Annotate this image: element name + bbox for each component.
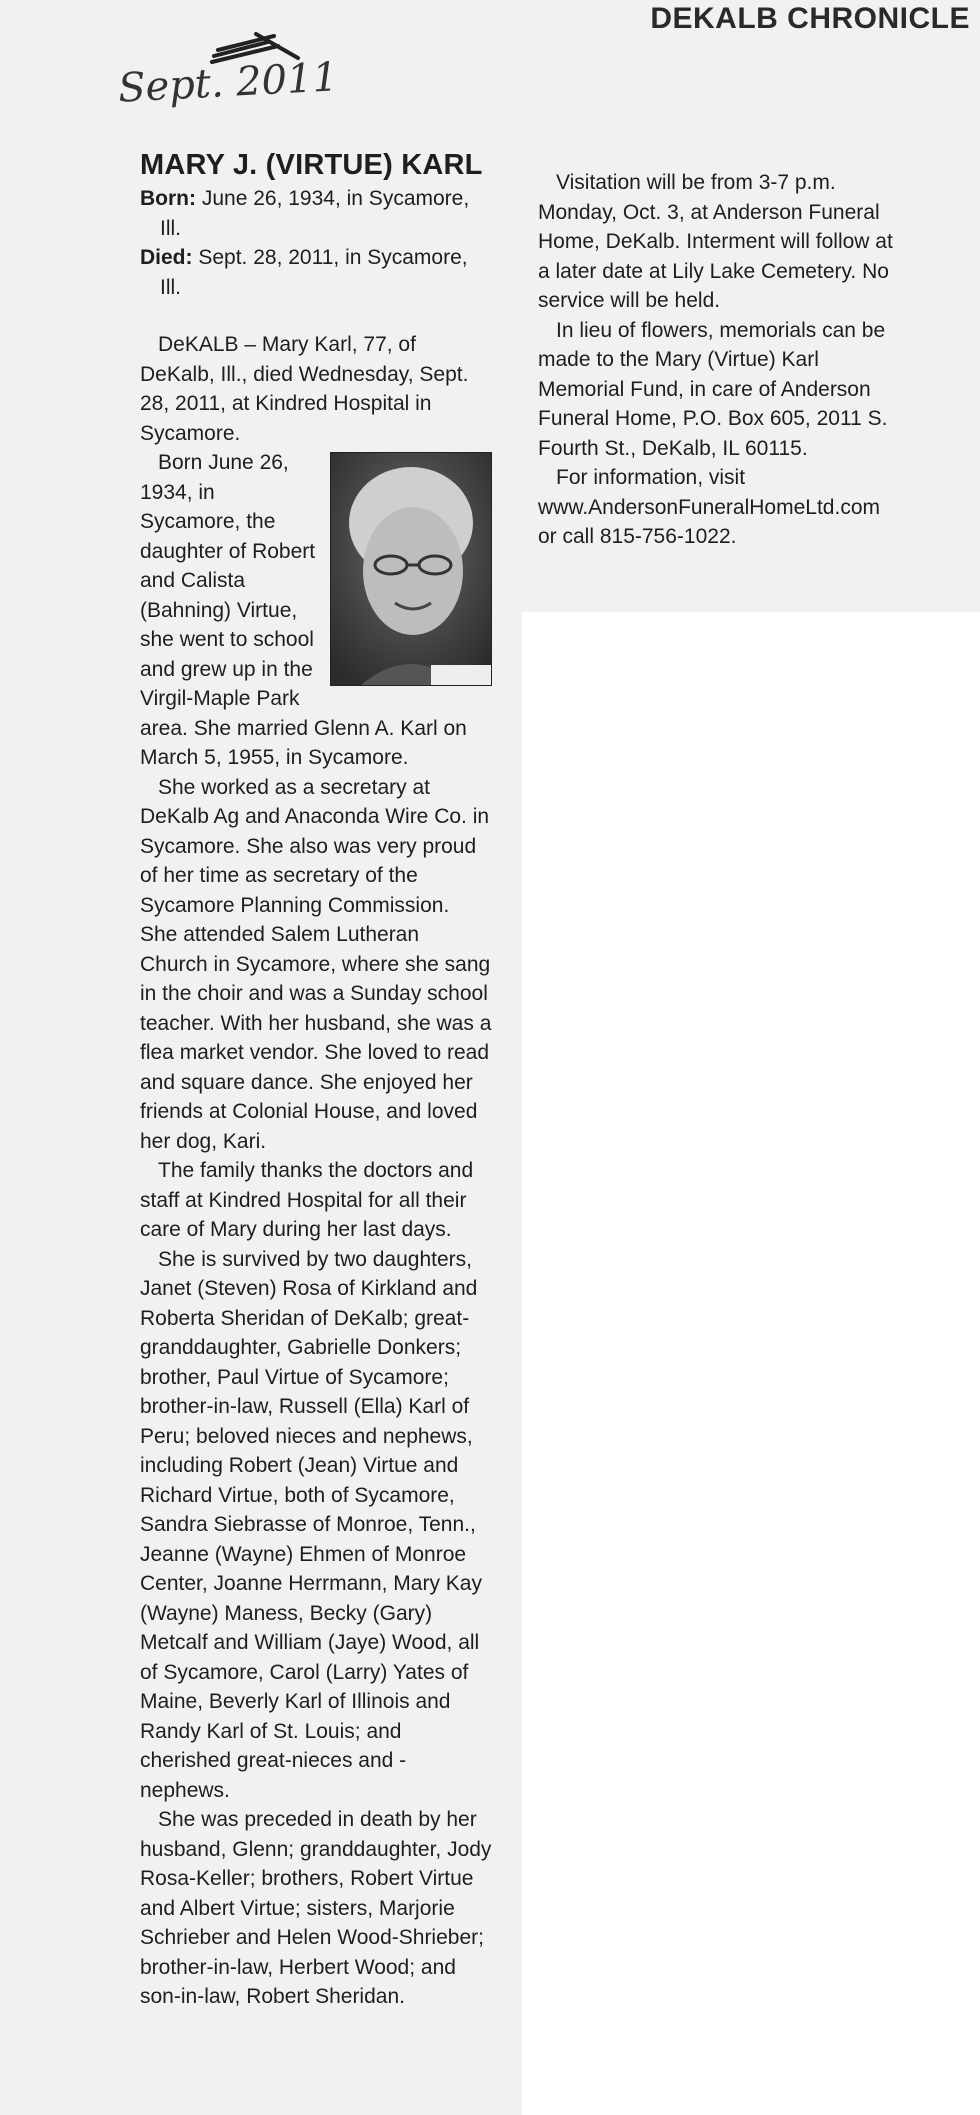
born-text: June 26, 1934, in Sycamore, Ill. <box>160 187 470 240</box>
portrait-image <box>331 453 491 685</box>
handwritten-date-note: Sept. 2011 <box>116 54 340 112</box>
obituary-paragraph: The family thanks the doctors and staff at Kindred Hospital for all their care of Mary during her last days. <box>140 1159 474 1241</box>
newspaper-masthead: DEKALB CHRONICLE <box>650 2 970 35</box>
obituary-left-column <box>140 148 492 2012</box>
born-label: Born: <box>140 187 196 210</box>
obituary-right-column <box>538 168 900 552</box>
contact-paragraph: For information, visit www.AndersonFuneralHomeLtd.com or call 815-756-1022. <box>538 466 880 548</box>
died-line <box>140 243 492 302</box>
born-line <box>140 184 492 243</box>
memorials-paragraph: In lieu of flowers, memorials can be made to the Mary (Virtue) Karl Memorial Fund, in care of Anderson Funeral Home, P.O. Box 605, 2011 S. Fourth St., DeKalb, IL 60115. <box>538 318 888 460</box>
obituary-paragraph: Born June 26, 1934, in Sycamore, the daughter of Robert and Calista (Bahning) Virtue, she went to school and grew up in the Virgil-Maple Park area. She married Glenn A. Karl on March 5, 1955, in Sycamore. <box>140 451 467 769</box>
obituary-paragraph: DeKALB – Mary Karl, 77, of DeKalb, Ill., died Wednesday, Sept. 28, 2011, at Kindred Hospital in Sycamore. <box>140 333 469 445</box>
died-text: Sept. 28, 2011, in Sycamore, Ill. <box>160 246 468 299</box>
died-label: Died: <box>140 246 193 269</box>
obituary-paragraph: She worked as a secretary at DeKalb Ag and Anaconda Wire Co. in Sycamore. She also was very proud of her time as secretary of the Sycamore Planning Commission. She attended Salem Lutheran Church in Sycamore, where she sang in the choir and was a Sunday school teacher. With her husband, she was a flea market vendor. She loved to read and square dance. She enjoyed her friends at Colonial House, and loved her dog, Kari. <box>140 775 492 1153</box>
obituary-paragraph: She is survived by two daughters, Janet (Steven) Rosa of Kirkland and Roberta Sheridan of DeKalb; great-granddaughter, Gabrielle Donkers; brother, Paul Virtue of Sycamore; brother-in-law, Russell (Ella) Karl of Peru; beloved nieces and nephews, including Robert (Jean) Virtue and Richard Virtue, both of Sycamore, Sandra Siebrasse of Monroe, Tenn., Jeanne (Wayne) Ehmen of Monroe Center, Joanne Herrmann, Mary Kay (Wayne) Maness, Becky (Gary) Metcalf and William (Jaye) Wood, all of Sycamore, Carol (Larry) Yates of Maine, Beverly Karl of Illinois and Randy Karl of St. Louis; and cherished great-nieces and -nephews. <box>140 1247 482 1802</box>
obituary-headline: MARY J. (VIRTUE) KARL <box>140 149 483 181</box>
obituary-paragraph: She was preceded in death by her husband, Glenn; granddaughter, Jody Rosa-Keller; brothers, Robert Virtue and Albert Virtue; sisters, Marjorie Schrieber and Helen Wood-Shrieber; brother-in-law, Herbert Wood; and son-in-law, Robert Sheridan. <box>140 1808 492 2008</box>
visitation-paragraph: Visitation will be from 3-7 p.m. Monday, Oct. 3, at Anderson Funeral Home, DeKalb. Interment will follow at a later date at Lily Lake Cemetery. No service will be held. <box>538 171 893 312</box>
portrait-photo <box>330 452 492 686</box>
